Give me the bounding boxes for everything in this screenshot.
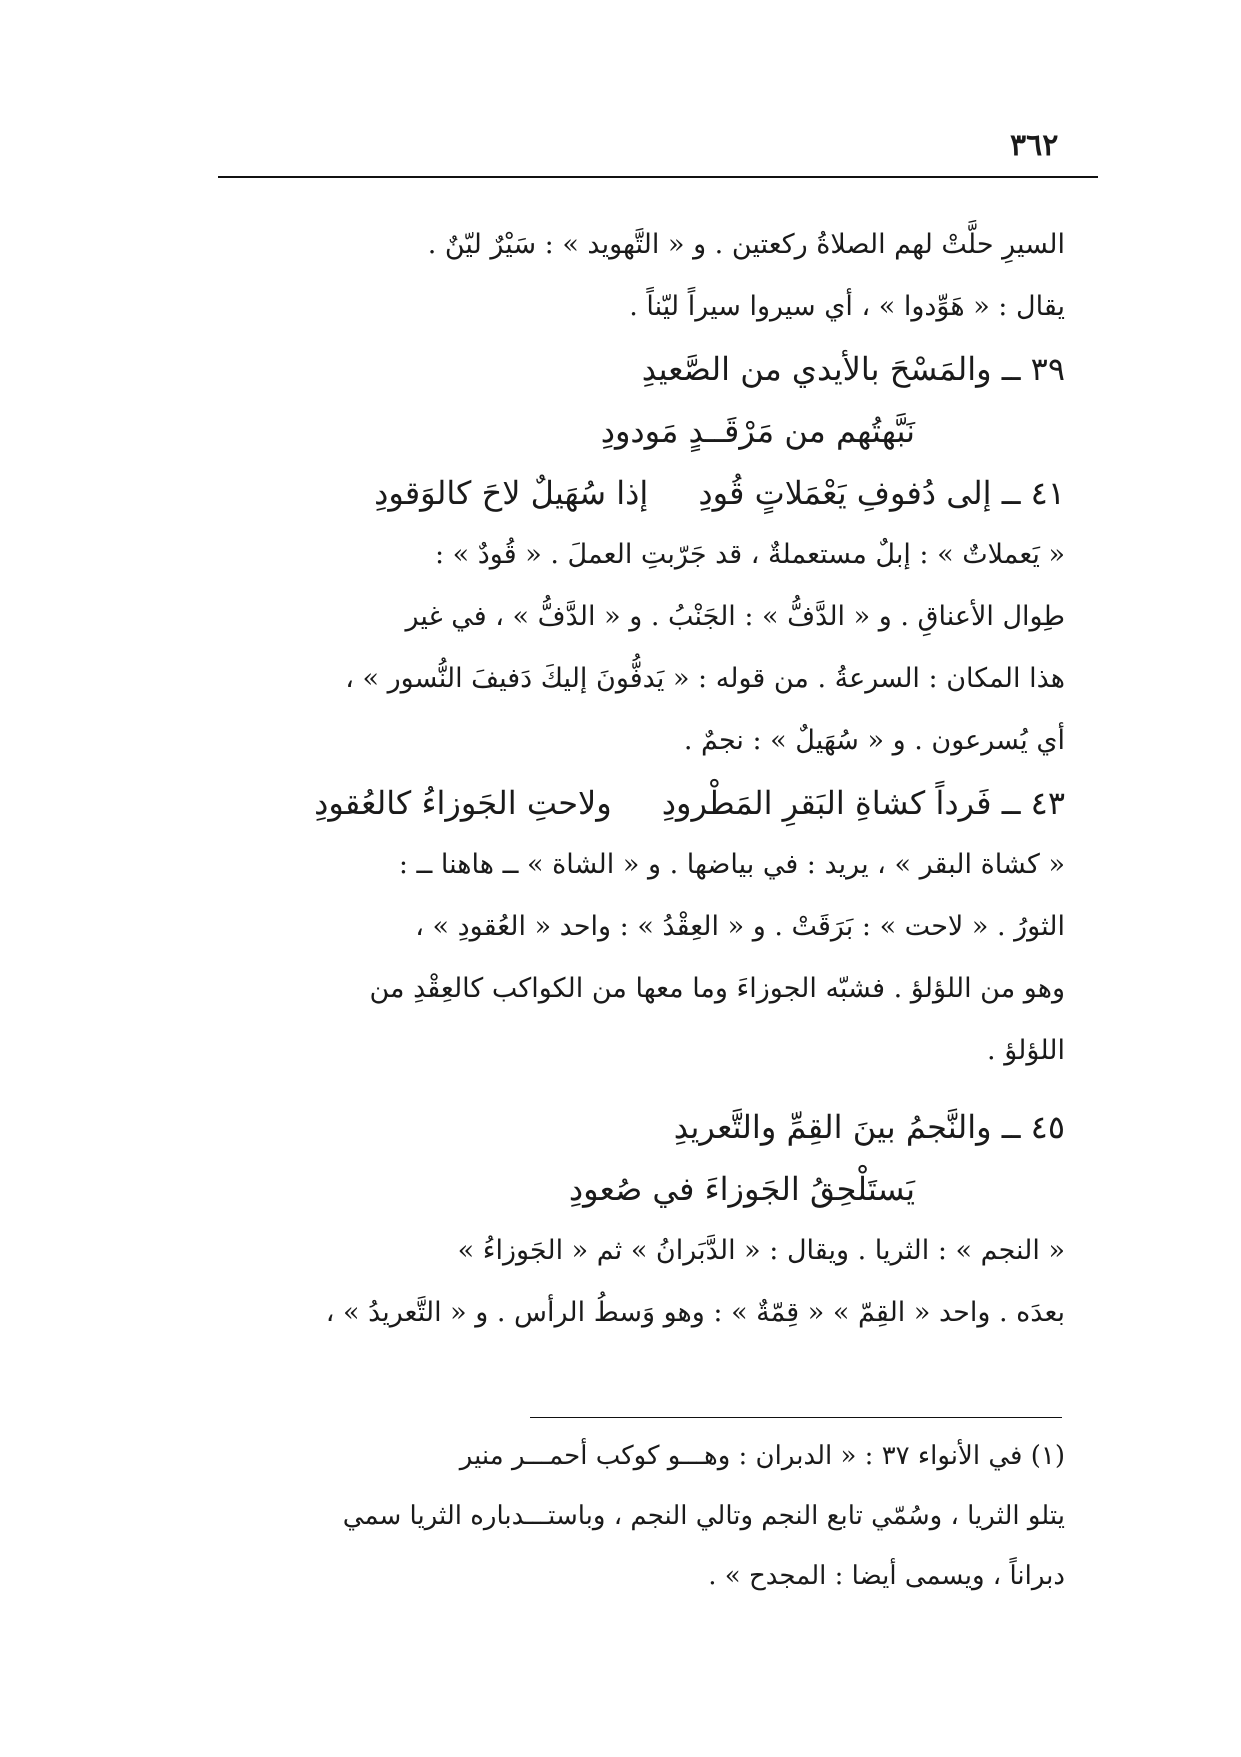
main-text xyxy=(215,214,1065,1344)
text-line: يقال : « هَوِّدوا » ، أي سيروا سيراً ليّناً . xyxy=(629,291,1065,322)
verse-hemistich: إذا سُهَيلٌ لاحَ كالوَقودِ xyxy=(374,474,649,512)
footnote-line: دبراناً ، ويسمى أيضا : المجدح » . xyxy=(708,1561,1065,1591)
text-line: أي يُسرعون . و « سُهَيلٌ » : نجمٌ . xyxy=(683,725,1065,756)
header-rule xyxy=(218,176,1098,178)
verse-line: ٣٩ ــ والمَسْحَ بالأيدي من الصَّعيدِ xyxy=(641,350,1065,388)
verse-line: يَستَلْحِقُ الجَوزاءَ في صُعودِ xyxy=(568,1170,915,1208)
page-number: ٣٦٢ xyxy=(1010,128,1059,163)
text-line: اللؤلؤ . xyxy=(987,1035,1065,1066)
verse-line: نَبَّهتُهم من مَرْقَــدٍ مَودودِ xyxy=(600,412,915,450)
footnote-line: يتلو الثريا ، وسُمّي تابع النجم وتالي النجم ، وباستـــدباره الثريا سمي xyxy=(342,1501,1065,1531)
verse-hemistich: ٤٣ ــ فَرداً كشاةِ البَقرِ المَطْرودِ xyxy=(661,784,1065,822)
text-line xyxy=(215,1220,1065,1282)
footnote-line: (١) في الأنواء ٣٧ : « الدبران : وهـــو كوكب أحمـــر منير xyxy=(459,1441,1065,1471)
verse-line xyxy=(215,462,1065,524)
text-line: بعدَه . واحد « القِمّ » « قِمّةٌ » : وهو وَسطُ الرأس . و « التَّعريدُ » ، xyxy=(325,1297,1065,1328)
verse-line xyxy=(215,772,1065,834)
text-line: « يَعملاتٌ » : إبلٌ مستعملةٌ ، قد جَرّبتِ العملَ . « قُودٌ » : xyxy=(435,539,1065,570)
footnotes xyxy=(215,1426,1065,1606)
verse-line: ٤٥ ــ والنَّجمُ بينَ القِمِّ والتَّعريدِ xyxy=(673,1108,1065,1146)
spacer xyxy=(215,1082,1065,1096)
text-line: السيرِ حلَّتْ لهم الصلاةُ ركعتين . و « التَّهويد » : سَيْرٌ ليّنٌ . xyxy=(427,229,1065,260)
text-line: « كشاة البقر » ، يريد : في بياضها . و « الشاة » ــ هاهنا ــ : xyxy=(398,849,1065,880)
text-line: الثورُ . « لاحت » : بَرَقَتْ . و « العِقْدُ » : واحد « العُقودِ » ، xyxy=(415,911,1065,942)
verse-hemistich: ٤١ ــ إلى دُفوفِ يَعْمَلاتٍ قُودِ xyxy=(698,474,1065,512)
footnote-rule xyxy=(530,1417,1062,1418)
text-line: وهو من اللؤلؤ . فشبّه الجوزاءَ وما معها من الكواكب كالعِقْدِ من xyxy=(369,973,1065,1004)
text-segment: « النجم » : الثريا . ويقال : « الدَّبَرانُ » ثم « الجَوزاءُ » xyxy=(457,1235,1065,1266)
verse-hemistich: ولاحتِ الجَوزاءُ كالعُقودِ xyxy=(314,784,612,822)
text-line: طِوال الأعناقِ . و « الدَّفُّ » : الجَنْبُ . و « الدَّفُّ » ، في غير xyxy=(405,601,1065,632)
text-line: هذا المكان : السرعةُ . من قوله : « يَدفُّونَ إليكَ دَفيفَ النُّسور » ، xyxy=(345,663,1065,694)
